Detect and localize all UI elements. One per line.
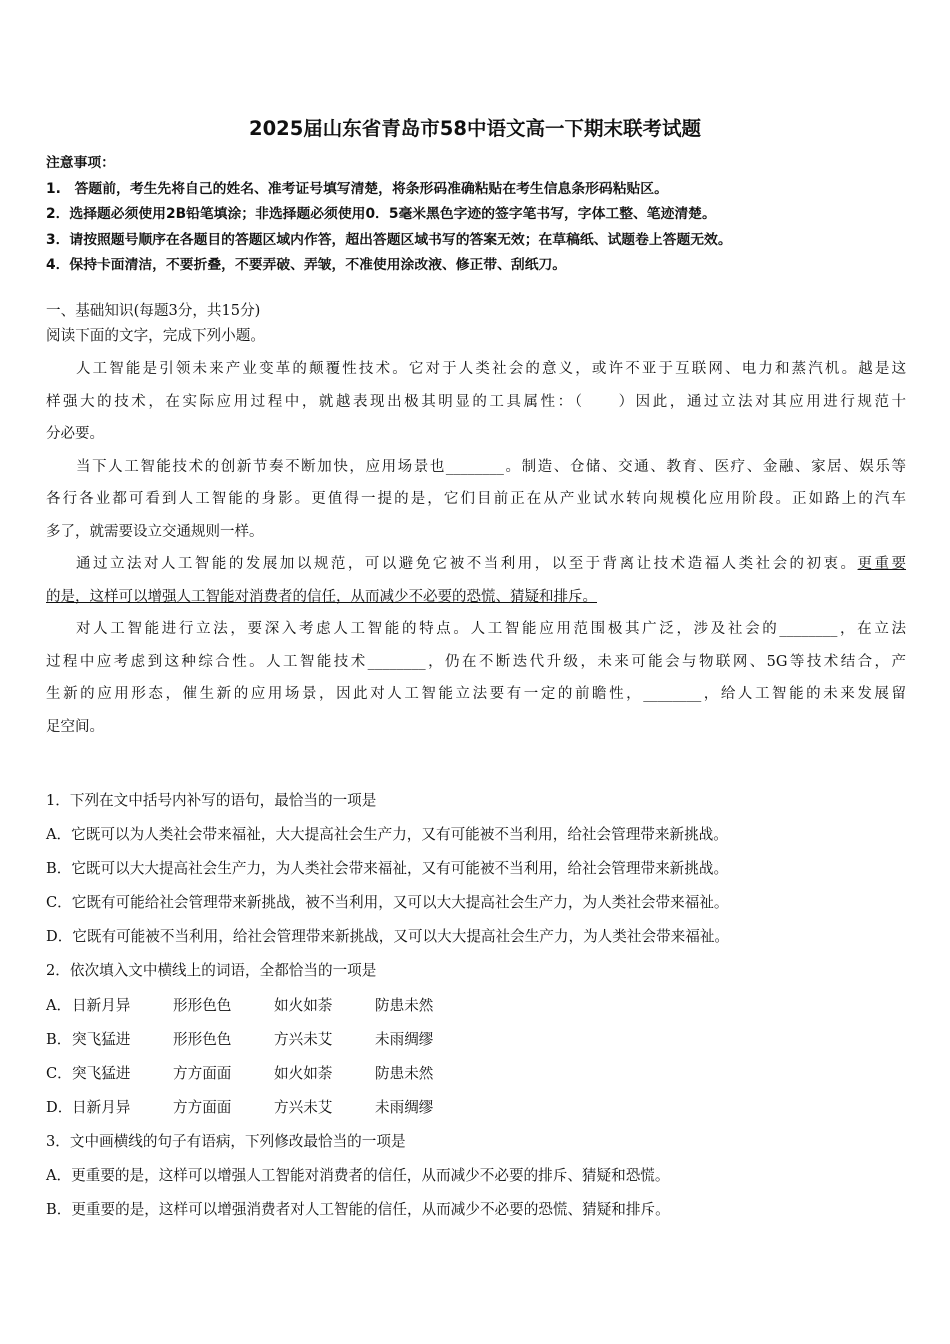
page-title: 2025届山东省青岛市58中语文高一下期末联考试题 xyxy=(249,117,701,140)
question-stem: 3．文中画横线的句子有语病，下列修改最恰当的一项是 xyxy=(46,1132,406,1150)
question-option: D．它既有可能被不当利用，给社会管理带来新挑战，又可以大大提高社会生产力，为人类社会带来福祉。 xyxy=(46,928,730,946)
option-word: 日新月异 xyxy=(72,1098,131,1116)
passage-line: 过程中应考虑到这种综合性。人工智能技术________，仍在不断迭代升级，未来可能会与物联网、5G等技术结合，产 xyxy=(46,653,906,670)
passage-line: 对人工智能进行立法，要深入考虑人工智能的特点。人工智能应用范围极其广泛，涉及社会的________，在立法 xyxy=(76,621,906,637)
option-word: 如火如荼 xyxy=(274,1064,333,1082)
option-word: 方方面面 xyxy=(173,1064,232,1082)
notice-heading: 注意事项： xyxy=(46,155,115,171)
question-stem: 2．依次填入文中横线上的词语，全都恰当的一项是 xyxy=(46,962,377,980)
passage-line: 人工智能是引领未来产业变革的颠覆性技术。它对于人类社会的意义，或许不亚于互联网、电力和蒸汽机。越是这 xyxy=(76,361,906,377)
notice-item: 4．保持卡面清洁，不要折叠，不要弄破、弄皱，不准使用涂改液、修正带、刮纸刀。 xyxy=(46,257,567,273)
option-word: 防患未然 xyxy=(375,996,434,1014)
question-option xyxy=(46,1091,906,1125)
notice-item: 1. 答题前，考生先将自己的姓名、准考证号填写清楚，将条形码准确粘贴在考生信息条形码粘贴区。 xyxy=(46,180,668,197)
question-option: A．更重要的是，这样可以增强人工智能对消费者的信任，从而减少不必要的排斥、猜疑和恐慌。 xyxy=(46,1167,670,1185)
question-option xyxy=(46,1057,906,1091)
option-word: 未雨绸缪 xyxy=(375,1098,434,1116)
notice-block xyxy=(46,151,906,279)
passage-line: 生新的应用形态，催生新的应用场景，因此对人工智能立法要有一定的前瞻性，________，给人工智能的未来发展留 xyxy=(46,686,906,702)
option-label: B． xyxy=(46,1030,72,1048)
notice-item: 3．请按照题号顺序在各题目的答题区域内作答，超出答题区域书写的答案无效；在草稿纸、试题卷上答题无效。 xyxy=(46,231,732,248)
question-option xyxy=(46,989,906,1023)
section-instruction: 阅读下面的文字，完成下列小题。 xyxy=(46,327,265,344)
underlined-sentence: 的是，这样可以增强人工智能对消费者的信任，从而减少不必要的恐慌、猜疑和排斥。 xyxy=(46,588,597,605)
section-header xyxy=(46,298,906,348)
passage-line: 样强大的技术，在实际应用过程中，就越表现出极其明显的工具属性：（ ）因此，通过立法对其应用进行规范十 xyxy=(46,393,906,410)
option-word: 日新月异 xyxy=(72,996,131,1014)
section-heading: 一、基础知识(每题3分，共15分) xyxy=(46,302,261,319)
option-word: 方兴未艾 xyxy=(274,1098,333,1116)
notice-item: 2．选择题必须使用2B铅笔填涂；非选择题必须使用0．5毫米黑色字迹的签字笔书写，字体工整、笔迹清楚。 xyxy=(46,206,716,222)
option-label: C． xyxy=(46,1064,72,1082)
passage-line xyxy=(46,581,906,614)
question-option xyxy=(46,1023,906,1057)
underlined-sentence: 更重要 xyxy=(857,556,907,572)
option-word: 形形色色 xyxy=(173,1030,232,1048)
option-word: 突飞猛进 xyxy=(72,1030,131,1048)
passage-line xyxy=(46,548,906,581)
reading-passage xyxy=(46,353,906,743)
option-word: 如火如荼 xyxy=(274,996,333,1014)
passage-line: 各行各业都可看到人工智能的身影。更值得一提的是，它们目前正在从产业试水转向规模化应用阶段。正如路上的汽车 xyxy=(46,491,906,507)
question-option: A．它既可以为人类社会带来福祉，大大提高社会生产力，又有可能被不当利用，给社会管理带来新挑战。 xyxy=(46,826,728,844)
questions-block xyxy=(46,784,906,1227)
question-option: C．它既有可能给社会管理带来新挑战，被不当利用，又可以大大提高社会生产力，为人类社会带来福祉。 xyxy=(46,894,729,912)
question-option: B．更重要的是，这样可以增强消费者对人工智能的信任，从而减少不必要的恐慌、猜疑和排斥。 xyxy=(46,1201,670,1219)
passage-line: 多了，就需要设立交通规则一样。 xyxy=(46,523,264,540)
option-word: 突飞猛进 xyxy=(72,1064,131,1082)
option-label: D． xyxy=(46,1098,73,1116)
option-word: 方兴未艾 xyxy=(274,1030,333,1048)
option-label: A． xyxy=(46,996,72,1014)
passage-line: 分必要。 xyxy=(46,426,104,442)
question-option: B．它既可以大大提高社会生产力，为人类社会带来福祉，又有可能被不当利用，给社会管理带来新挑战。 xyxy=(46,860,729,878)
option-word: 未雨绸缪 xyxy=(375,1030,434,1048)
passage-text: 通过立法对人工智能的发展加以规范，可以避免它被不当利用，以至于背离让技术造福人类社会的初衷。 xyxy=(76,556,858,572)
option-word: 方方面面 xyxy=(173,1098,232,1116)
passage-line: 足空间。 xyxy=(46,718,104,735)
option-word: 防患未然 xyxy=(375,1064,434,1082)
passage-line: 当下人工智能技术的创新节奏不断加快，应用场景也________。制造、仓储、交通、教育、医疗、金融、家居、娱乐等 xyxy=(76,458,906,475)
option-word: 形形色色 xyxy=(173,996,232,1014)
question-stem: 1．下列在文中括号内补写的语句，最恰当的一项是 xyxy=(46,792,377,809)
